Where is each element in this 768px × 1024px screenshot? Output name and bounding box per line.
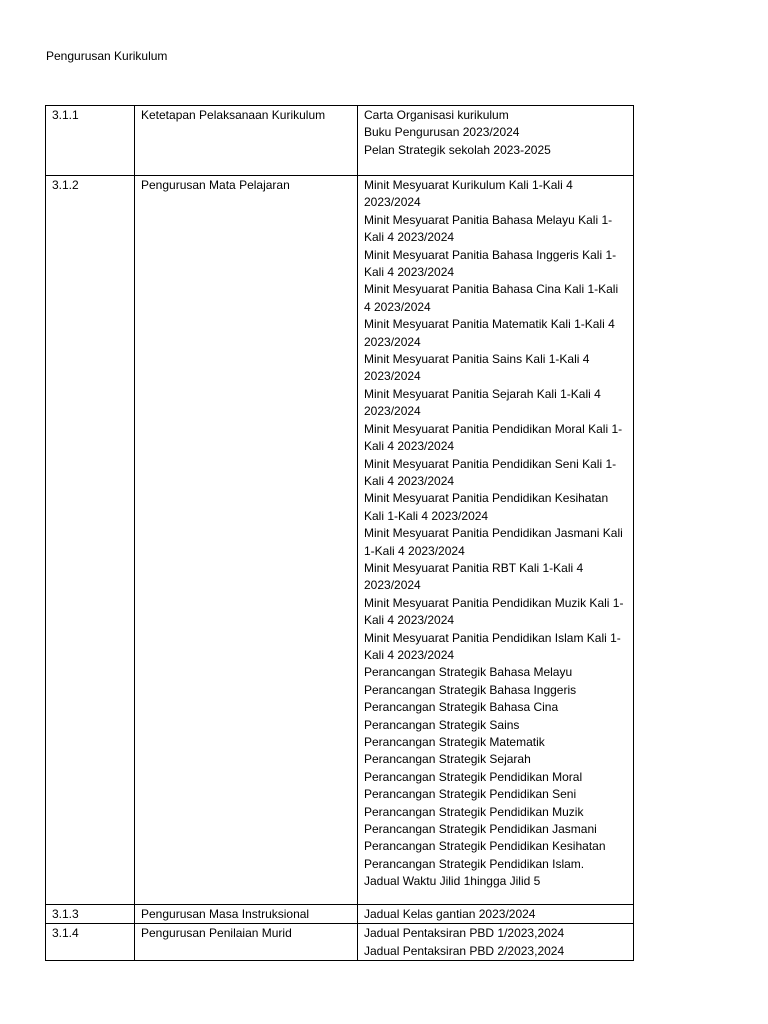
curriculum-table xyxy=(45,105,634,961)
area-cell: Ketetapan Pelaksanaan Kurikulum xyxy=(135,106,358,176)
table-row xyxy=(46,924,634,961)
code-cell: 3.1.3 xyxy=(46,905,135,924)
list-item: Perancangan Strategik Pendidikan Kesihatan xyxy=(364,839,606,854)
list-item: Jadual Kelas gantian 2023/2024 xyxy=(364,907,536,921)
list-item: Perancangan Strategik Pendidikan Islam. xyxy=(364,856,585,871)
list-item: Minit Mesyuarat Panitia Sejarah Kali 1-Kali 4 2023/2024 xyxy=(364,386,601,419)
list-item: Buku Pengurusan 2023/2024 xyxy=(364,125,520,140)
list-item: Minit Mesyuarat Panitia RBT Kali 1-Kali 4 2023/2024 xyxy=(364,560,584,593)
list-item: Minit Mesyuarat Panitia Pendidikan Jasmani Kali 1-Kali 4 2023/2024 xyxy=(364,526,623,558)
table-row xyxy=(46,176,634,905)
code-cell: 3.1.2 xyxy=(46,176,135,905)
items-cell xyxy=(358,106,634,176)
list-item: Perancangan Strategik Pendidikan Muzik xyxy=(364,804,584,819)
list-item: Perancangan Strategik Pendidikan Seni xyxy=(364,787,577,802)
list-item: Perancangan Strategik Bahasa Inggeris xyxy=(364,682,577,697)
items-cell xyxy=(358,924,634,961)
table-row xyxy=(46,106,634,176)
document-title: Pengurusan Kurikulum xyxy=(46,49,168,63)
area-cell: Pengurusan Penilaian Murid xyxy=(135,924,358,961)
list-item: Minit Mesyuarat Panitia Bahasa Inggeris Kali 1-Kali 4 2023/2024 xyxy=(364,247,617,280)
list-item: Minit Mesyuarat Kurikulum Kali 1-Kali 4 2023/2024 xyxy=(364,178,573,210)
list-item: Perancangan Strategik Bahasa Melayu xyxy=(364,665,573,680)
code-cell: 3.1.4 xyxy=(46,924,135,961)
list-item: Minit Mesyuarat Panitia Bahasa Melayu Kali 1-Kali 4 2023/2024 xyxy=(364,212,613,245)
list-item: Minit Mesyuarat Panitia Pendidikan Muzik Kali 1-Kali 4 2023/2024 xyxy=(364,595,624,628)
list-item: Perancangan Strategik Sains xyxy=(364,717,520,732)
list-item: Jadual Pentaksiran PBD 1/2023,2024 xyxy=(364,926,565,941)
list-item: Minit Mesyuarat Panitia Pendidikan Islam Kali 1-Kali 4 2023/2024 xyxy=(364,630,621,662)
list-item: Minit Mesyuarat Panitia Bahasa Cina Kali 1-Kali 4 2023/2024 xyxy=(364,282,619,314)
list-item: Minit Mesyuarat Panitia Pendidikan Kesihatan Kali 1-Kali 4 2023/2024 xyxy=(364,491,609,523)
area-cell: Pengurusan Mata Pelajaran xyxy=(135,176,358,905)
list-item: Pelan Strategik sekolah 2023-2025 xyxy=(364,142,551,157)
list-item: Perancangan Strategik Pendidikan Jasmani xyxy=(364,822,597,837)
table-row xyxy=(46,905,634,924)
list-item: Perancangan Strategik Sejarah xyxy=(364,752,531,767)
list-item: Jadual Waktu Jilid 1hingga Jilid 5 xyxy=(364,874,541,889)
list-item: Perancangan Strategik Pendidikan Moral xyxy=(364,769,583,784)
list-item: Minit Mesyuarat Panitia Pendidikan Moral Kali 1-Kali 4 2023/2024 xyxy=(364,421,623,454)
list-item: Minit Mesyuarat Panitia Pendidikan Seni Kali 1-Kali 4 2023/2024 xyxy=(364,456,617,488)
items-cell xyxy=(358,905,634,924)
area-cell: Pengurusan Masa Instruksional xyxy=(135,905,358,924)
list-item: Minit Mesyuarat Panitia Sains Kali 1-Kali 4 2023/2024 xyxy=(364,352,590,384)
list-item: Carta Organisasi kurikulum xyxy=(364,108,509,122)
list-item: Perancangan Strategik Matematik xyxy=(364,735,545,749)
list-item: Jadual Pentaksiran PBD 2/2023,2024 xyxy=(364,943,565,958)
items-cell xyxy=(358,176,634,905)
list-item: Minit Mesyuarat Panitia Matematik Kali 1-Kali 4 2023/2024 xyxy=(364,317,615,349)
code-cell: 3.1.1 xyxy=(46,106,135,176)
list-item: Perancangan Strategik Bahasa Cina xyxy=(364,700,559,715)
